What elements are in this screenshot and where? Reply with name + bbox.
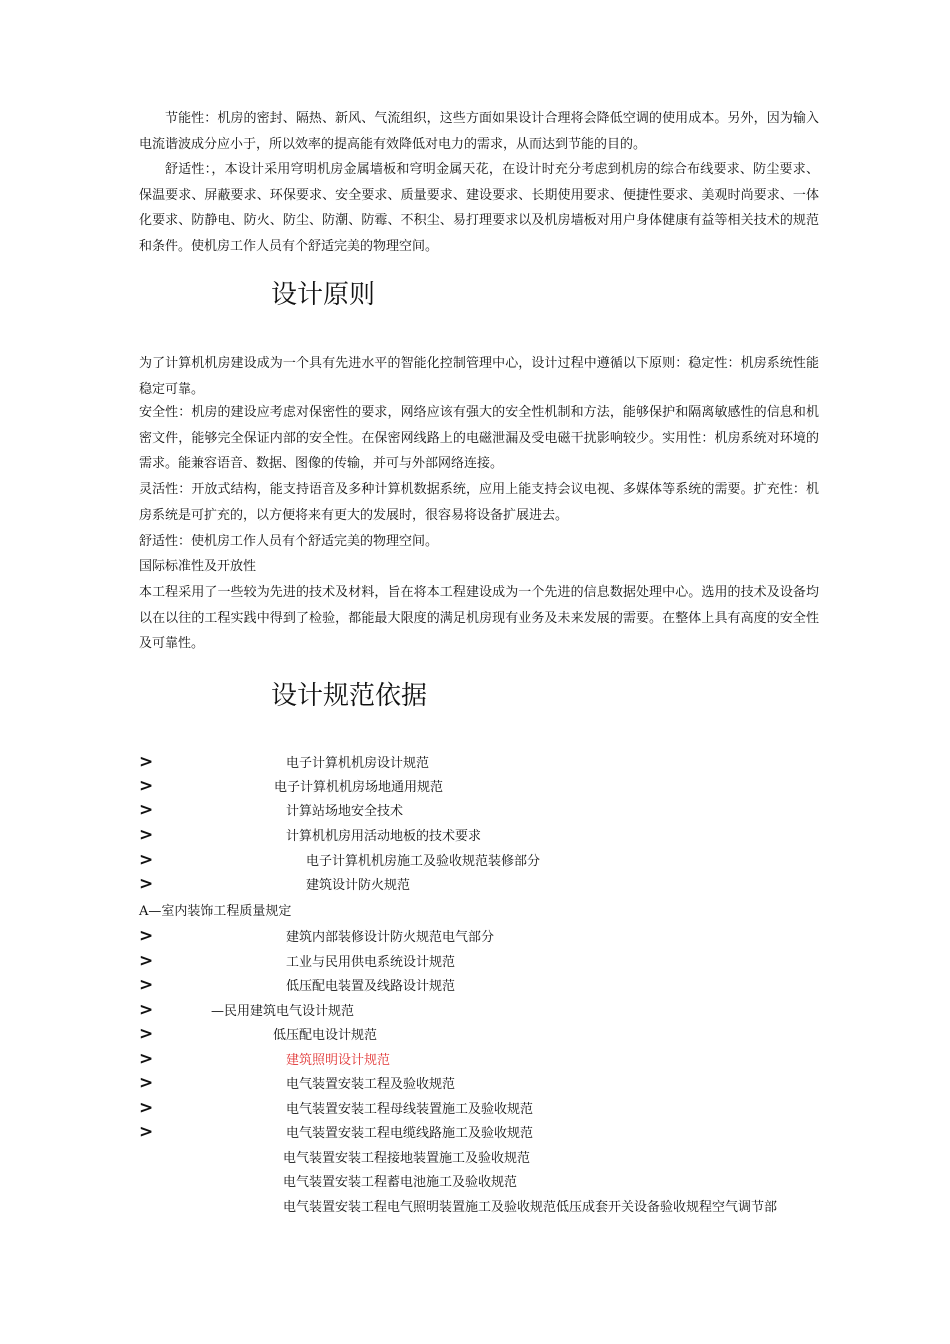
list-item <box>139 851 839 873</box>
list-item <box>139 901 839 923</box>
bullet-arrow-icon: > <box>139 1122 154 1142</box>
list-item-text: 电子计算机机房施工及验收规范装修部分 <box>306 854 541 869</box>
list-item-text: 电气装置安装工程接地装置施工及验收规范 <box>283 1151 531 1166</box>
list-item-text: 电子计算机机房设计规范 <box>286 756 430 771</box>
bullet-arrow-icon: > <box>139 951 154 971</box>
bullet-arrow-icon: > <box>139 850 154 870</box>
paragraph-flexibility: 灵活性：开放式结构，能支持语音及多种计算机数据系统，应用上能支持会议电视、多媒体等系统的需要。扩充性：机房系统是可扩充的，以方便将来有更大的发展时，很容易将设备扩展进去。 <box>139 482 819 523</box>
list-item <box>139 1001 839 1023</box>
bullet-arrow-icon: > <box>139 1073 154 1093</box>
list-item-text: 计算机机房用活动地板的技术要求 <box>286 829 482 844</box>
list-item <box>139 1197 839 1219</box>
list-item-text: —民用建筑电气设计规范 <box>211 1004 355 1019</box>
list-item <box>139 1074 839 1096</box>
heading-design-standards: 设计规范依据 <box>271 681 428 711</box>
bullet-arrow-icon: > <box>139 800 154 820</box>
list-item <box>139 976 839 998</box>
list-item-text: 电子计算机机房场地通用规范 <box>274 780 444 795</box>
list-item <box>139 952 839 974</box>
list-item-text: 计算站场地安全技术 <box>286 804 404 819</box>
list-item-text: 电气装置安装工程及验收规范 <box>286 1077 456 1092</box>
list-item <box>139 1148 839 1170</box>
list-item <box>139 1050 839 1072</box>
list-item-text: A—室内装饰工程质量规定 <box>139 904 292 919</box>
paragraph-comfort: 舒适性：，本设计采用穹明机房金属墙板和穹明金属天花，在设计时充分考虑到机房的综合布线要求、防尘要求、保温要求、屏蔽要求、环保要求、安全要求、质量要求、建设要求、长期使用要求、便捷性要求、美观时尚要求、一体化要求、防静电、防火、防尘、防潮、防霉、不积尘、易打理要求以及机房墙板对用户身体健康有益等相关技术的规范和条件。使机房工作人员有个舒适完美的物理空间。 <box>139 162 819 254</box>
bullet-arrow-icon: > <box>139 975 154 995</box>
paragraph-energy-saving: 节能性：机房的密封、隔热、新风、气流组织，这些方面如果设计合理将会降低空调的使用成本。另外，因为输入电流谐波成分应小于，所以效率的提高能有效降低对电力的需求，从而达到节能的目的。 <box>139 111 819 152</box>
paragraph-international-standard: 国际标准性及开放性 <box>139 559 257 574</box>
bullet-arrow-icon: > <box>139 874 154 894</box>
list-item <box>139 1025 839 1047</box>
list-item-text: 电气装置安装工程电缆线路施工及验收规范 <box>286 1126 534 1141</box>
list-item <box>139 1172 839 1194</box>
list-item <box>139 777 839 799</box>
list-item-text-highlighted: 建筑照明设计规范 <box>286 1053 391 1068</box>
heading-design-principles: 设计原则 <box>271 280 376 310</box>
paragraph-principles-intro: 为了计算机机房建设成为一个具有先进水平的智能化控制管理中心，设计过程中遵循以下原则：稳定性：机房系统性能稳定可靠。 <box>139 356 819 397</box>
bullet-arrow-icon: > <box>139 825 154 845</box>
list-item <box>139 801 839 823</box>
list-item-text: 低压配电设计规范 <box>273 1028 378 1043</box>
paragraph-security: 安全性：机房的建设应考虑对保密性的要求，网络应该有强大的安全性机制和方法，能够保护和隔离敏感性的信息和机密文件，能够完全保证内部的安全性。在保密网线路上的电磁泄漏及受电磁干扰影响较少。实用性：机房系统对环境的需求。能兼容语音、数据、图像的传输，并可与外部网络连接。 <box>139 405 819 471</box>
list-item <box>139 1123 839 1145</box>
list-item-text: 低压配电装置及线路设计规范 <box>286 979 456 994</box>
list-item-text: 电气装置安装工程母线装置施工及验收规范 <box>286 1102 534 1117</box>
list-item <box>139 753 839 775</box>
list-item-text: 建筑内部装修设计防火规范电气部分 <box>286 930 495 945</box>
bullet-arrow-icon: > <box>139 1049 154 1069</box>
bullet-arrow-icon: > <box>139 776 154 796</box>
bullet-arrow-icon: > <box>139 926 154 946</box>
list-item <box>139 1099 839 1121</box>
list-item-text: 电气装置安装工程蓄电池施工及验收规范 <box>283 1175 518 1190</box>
list-item <box>139 875 839 897</box>
bullet-arrow-icon: > <box>139 1000 154 1020</box>
list-item-text: 电气装置安装工程电气照明装置施工及验收规范低压成套开关设备验收规程空气调节部 <box>283 1200 778 1215</box>
list-item <box>139 927 839 949</box>
paragraph-project-overview: 本工程采用了一些较为先进的技术及材料，旨在将本工程建设成为一个先进的信息数据处理中心。选用的技术及设备均以在以往的工程实践中得到了检验，都能最大限度的满足机房现有业务及未来发展的需要。在整体上具有高度的安全性及可靠性。 <box>139 585 819 651</box>
paragraph-comfort-2: 舒适性：使机房工作人员有个舒适完美的物理空间。 <box>139 534 439 549</box>
bullet-arrow-icon: > <box>139 1098 154 1118</box>
list-item <box>139 826 839 848</box>
list-item-text: 建筑设计防火规范 <box>306 878 411 893</box>
list-item-text: 工业与民用供电系统设计规范 <box>286 955 456 970</box>
bullet-arrow-icon: > <box>139 752 154 772</box>
bullet-arrow-icon: > <box>139 1024 154 1044</box>
